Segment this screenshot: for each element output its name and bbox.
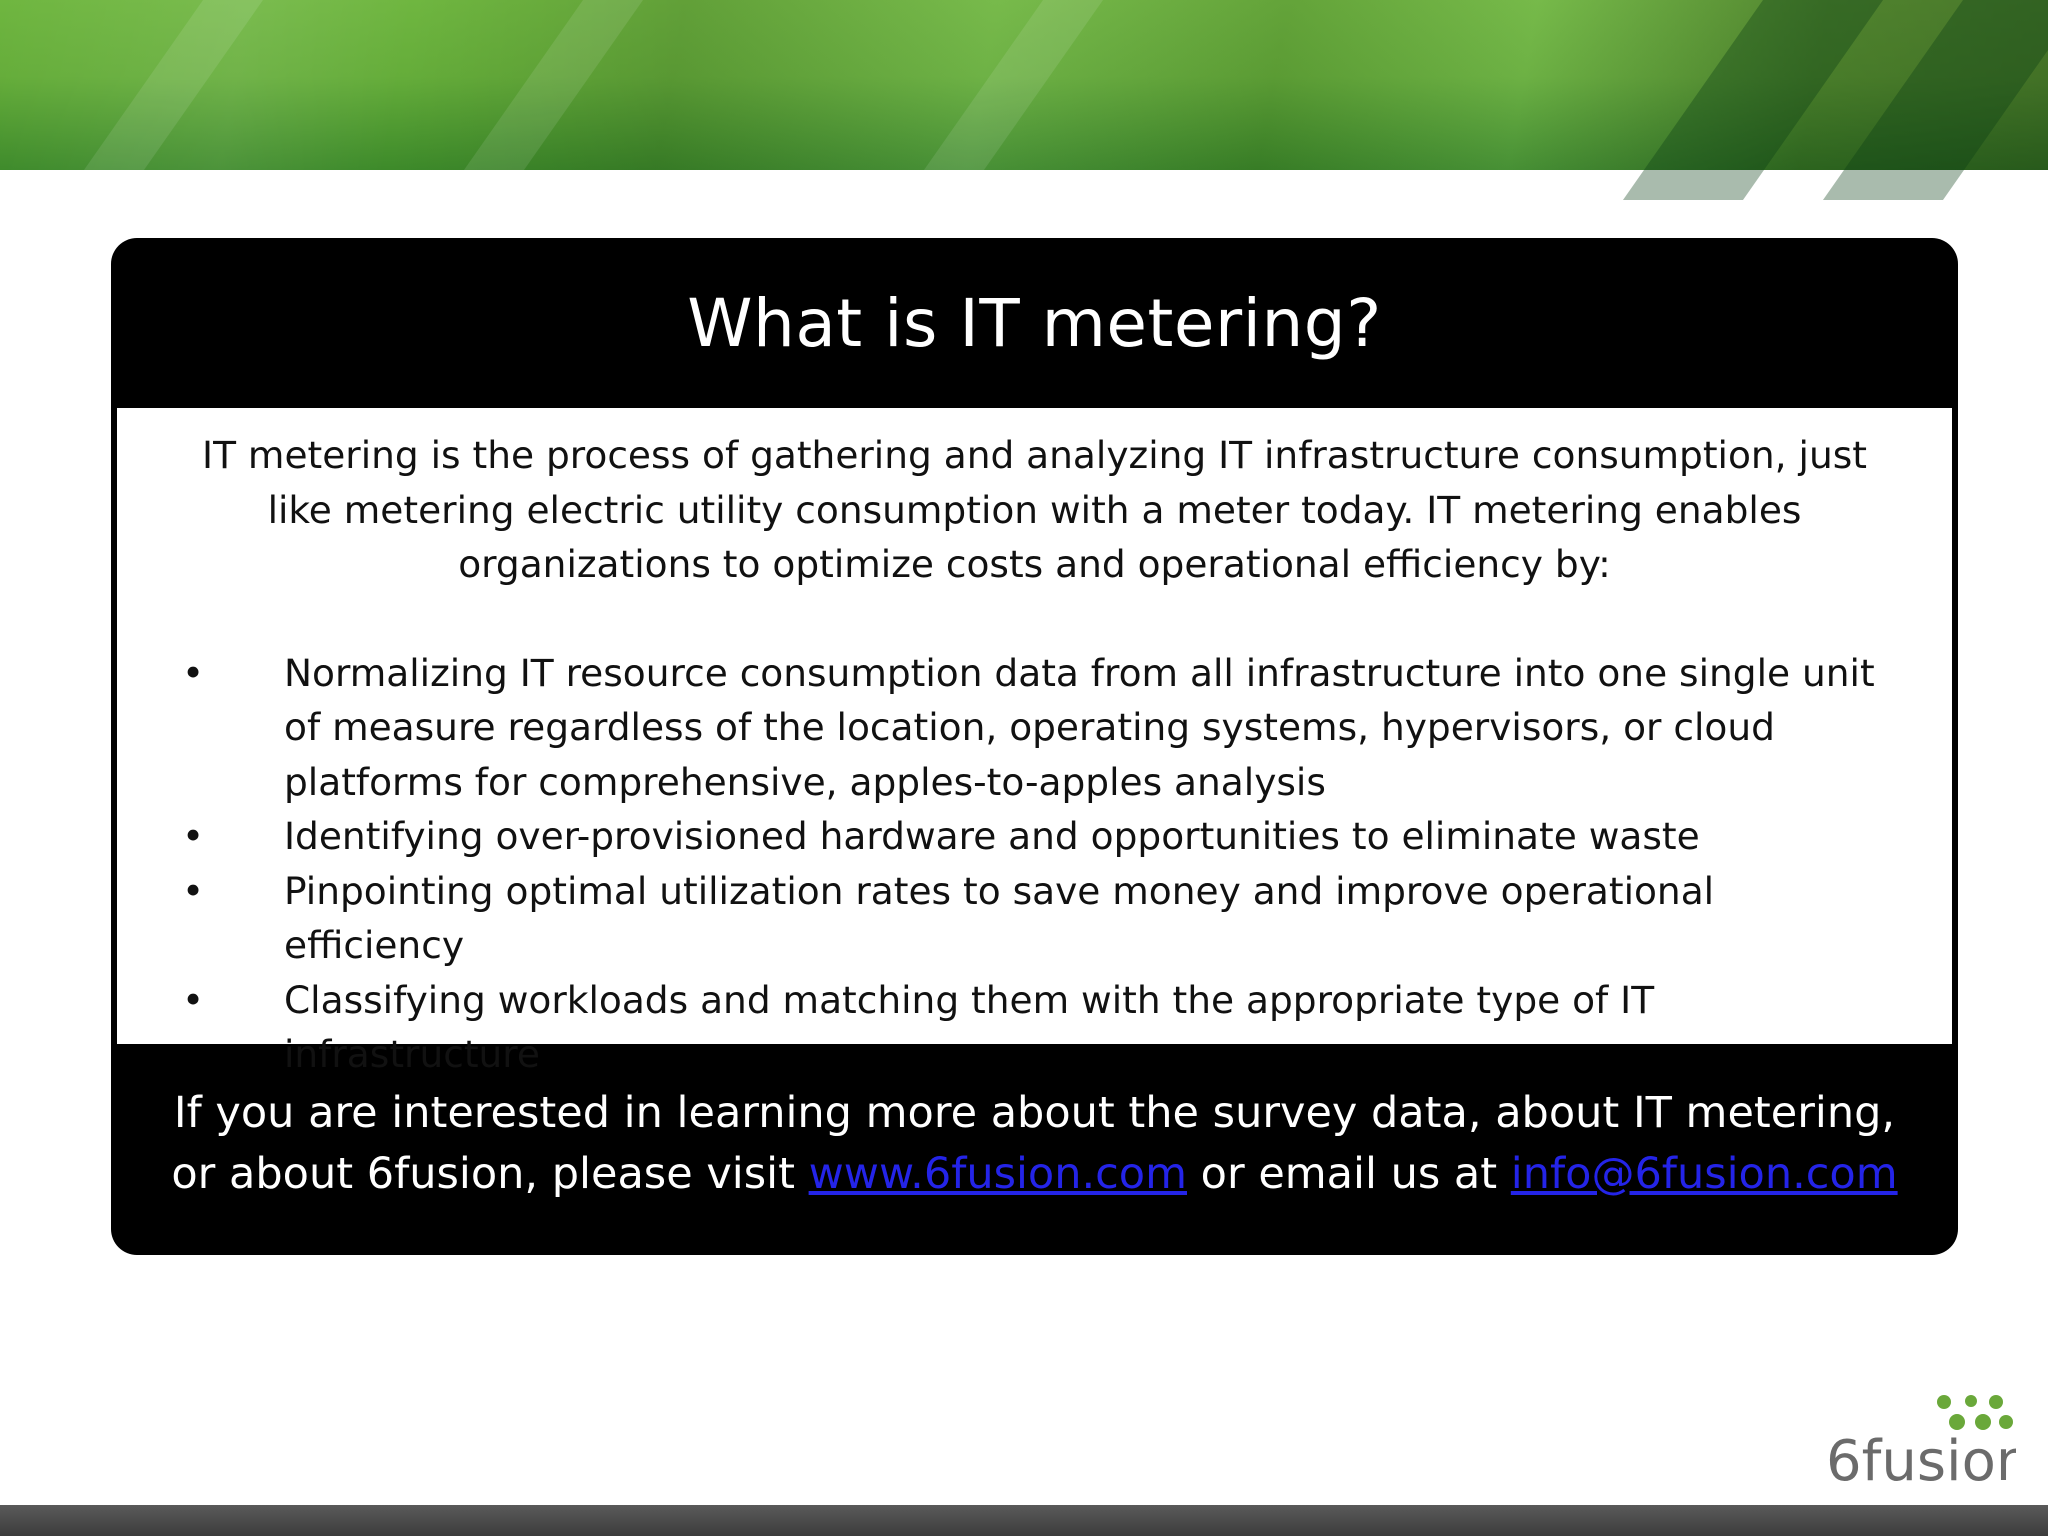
content-panel: [117, 408, 1952, 1076]
banner-streak: [903, 0, 1117, 200]
banner-streak: [443, 0, 657, 200]
footer-message: [111, 1083, 1958, 1205]
header-banner: [0, 0, 2048, 170]
bullet-item: [117, 646, 1952, 810]
bullet-item: [117, 809, 1952, 864]
bullet-icon: •: [182, 868, 205, 913]
bullet-icon: •: [182, 650, 205, 695]
bullet-item: [117, 973, 1952, 1082]
bullet-text: Normalizing IT resource consumption data from all infrastructure into one single unit of measure regardless of the location, operating systems, hypervisors, or cloud platforms for comprehensive, apples-to-apples analysis: [284, 650, 1875, 804]
six-dots-icon: [1826, 1390, 2016, 1490]
bullet-text: Pinpointing optimal utilization rates to save money and improve operational efficiency: [284, 868, 1715, 967]
company-logo: [1826, 1390, 2016, 1490]
bullet-icon: •: [182, 814, 205, 858]
intro-paragraph: IT metering is the process of gathering and analyzing IT infrastructure consumption, just like metering electric utility consumption with a meter today. IT metering enables organizations to optimize costs and operational efficiency by:: [202, 433, 1867, 586]
bullet-text: Identifying over-provisioned hardware and opportunities to eliminate waste: [284, 814, 1700, 858]
bullet-icon: •: [182, 977, 205, 1022]
banner-streak: [63, 0, 277, 200]
footer-text-middle: or email us at: [1187, 1149, 1511, 1199]
footer-text-before: If you are interested in learning more about the survey data, about IT metering, or about 6fusion, please visit: [171, 1088, 1896, 1199]
content-card: [111, 238, 1958, 1255]
website-link[interactable]: www.6fusion.com: [808, 1149, 1188, 1199]
slide-title: What is IT metering?: [687, 284, 1382, 362]
bullet-list: [117, 646, 1952, 1082]
bullet-item: [117, 864, 1952, 973]
bullet-text: Classifying workloads and matching them with the appropriate type of IT infrastructure: [284, 977, 1655, 1076]
bottom-bar: [0, 1505, 2048, 1536]
logo-text: 6fusion: [1826, 1429, 2016, 1490]
email-link[interactable]: info@6fusion.com: [1510, 1149, 1898, 1199]
